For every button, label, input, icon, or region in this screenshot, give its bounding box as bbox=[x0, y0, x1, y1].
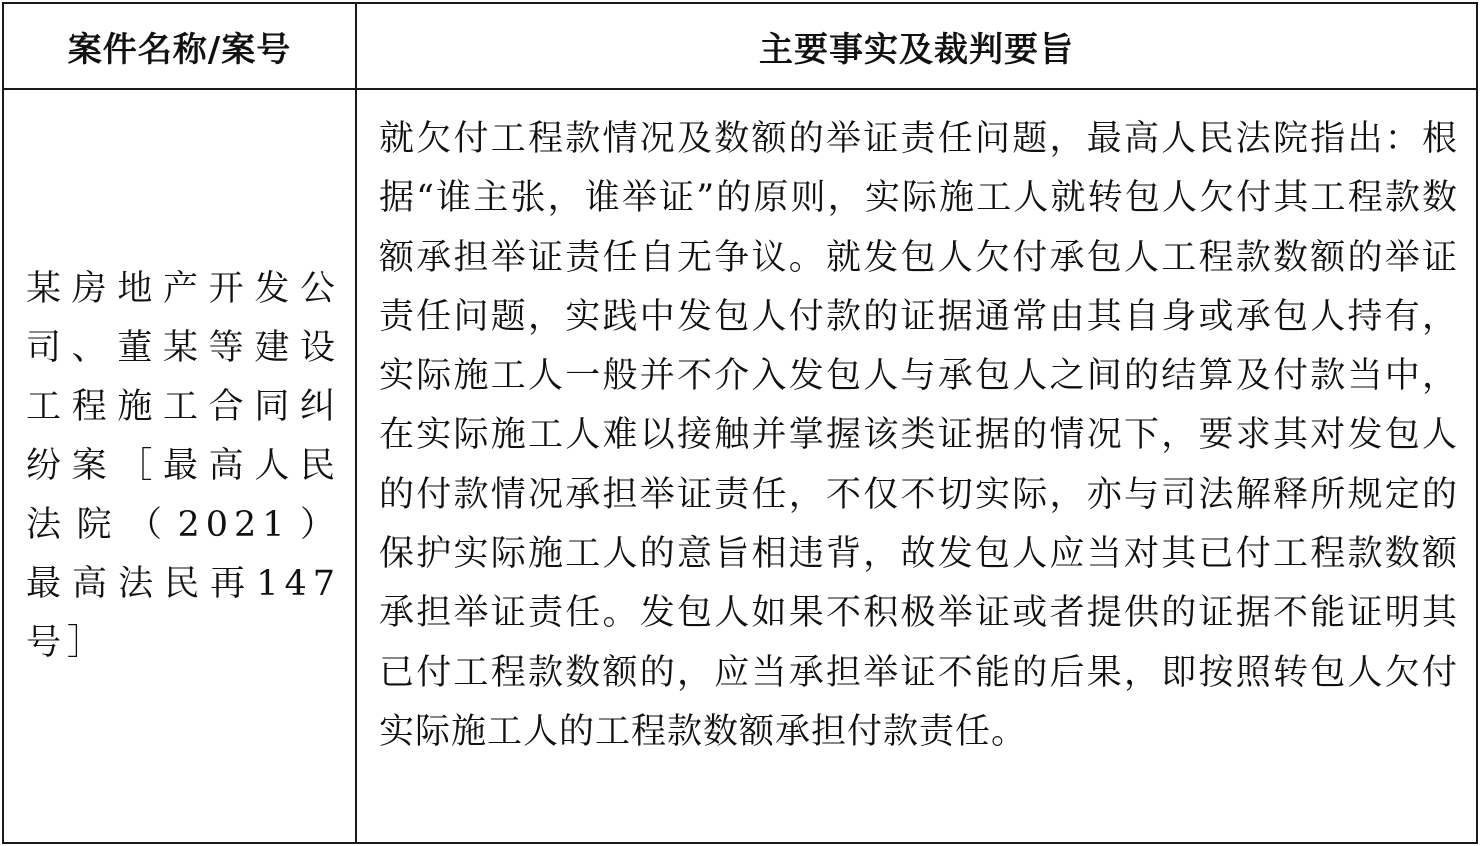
facts-cell: 就欠付工程款情况及数额的举证责任问题，最高人民法院指出：根据“谁主张，谁举证”的原则，实际施工人就转包人欠付其工程款数额承担举证责任自无争议。就发包人欠付承包人工程款数额的举证责任问题，实践中发包人付款的证据通常由其自身或承包人持有，实际施工人一般并不介入发包人与承包人之间的结算及付款当中，在实际施工人难以接触并掌握该类证据的情况下，要求其对发包人的付款情况承担举证责任，不仅不切实际，亦与司法解释所规定的保护实际施工人的意旨相违背，故发包人应当对其已付工程款数额承担举证责任。发包人如果不积极举证或者提供的证据不能证明其已付工程款数额的，应当承担举证不能的后果，即按照转包人欠付实际施工人的工程款数额承担付款责任。 bbox=[356, 89, 1477, 843]
case-table bbox=[2, 2, 1478, 844]
header-case-name: 案件名称/案号 bbox=[3, 3, 356, 89]
case-name-cell: 某房地产开发公司、董某等建设工程施工合同纠纷案［最高人民法院（2021）最高法民再147号］ bbox=[3, 89, 356, 843]
header-main-facts: 主要事实及裁判要旨 bbox=[356, 3, 1477, 89]
table-row bbox=[3, 89, 1477, 843]
table-header-row bbox=[3, 3, 1477, 89]
